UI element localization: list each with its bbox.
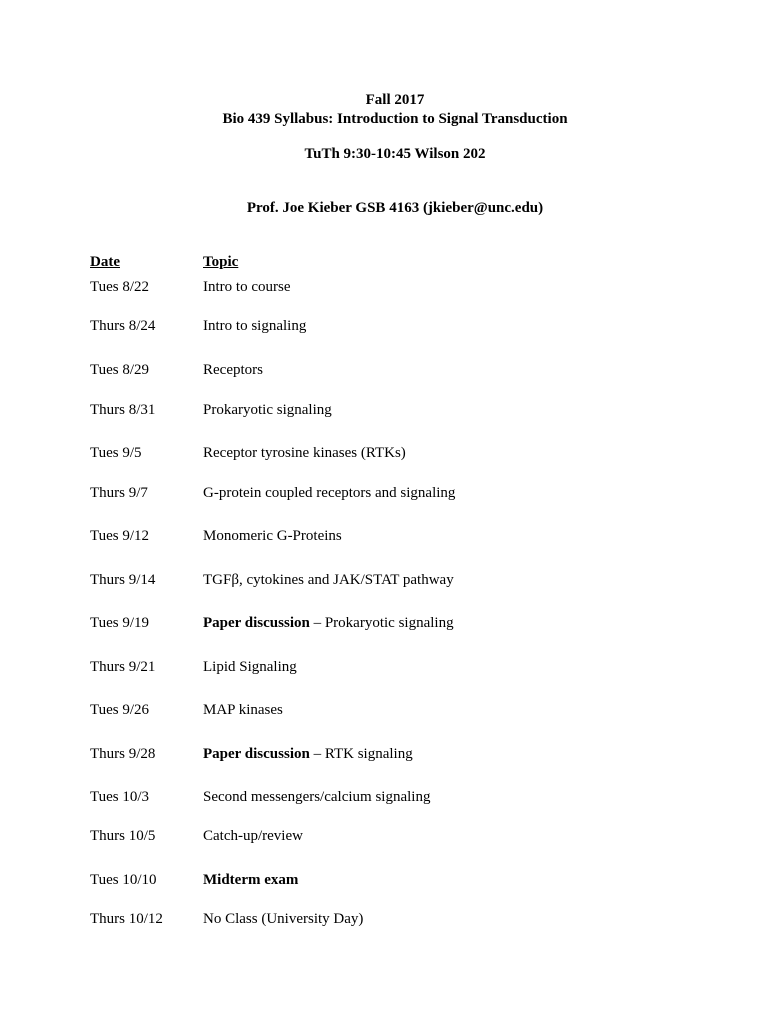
column-header-topic: Topic — [203, 254, 239, 270]
table-row — [0, 615, 768, 635]
row-topic-text: TGFβ, cytokines and JAK/STAT pathway — [203, 572, 454, 588]
table-row — [0, 572, 768, 592]
table-row — [0, 318, 768, 338]
table-row — [0, 828, 768, 848]
table-row — [0, 911, 768, 931]
row-topic — [203, 702, 283, 719]
row-date: Thurs 9/14 — [90, 572, 156, 588]
table-row — [0, 445, 768, 465]
row-topic — [203, 528, 342, 545]
row-topic-bold: Paper discussion — [203, 746, 310, 762]
row-topic-text: Monomeric G-Proteins — [203, 528, 342, 544]
row-topic-text: MAP kinases — [203, 702, 283, 718]
row-topic-text: – Prokaryotic signaling — [309, 615, 454, 631]
row-topic-text: Receptor tyrosine kinases (RTKs) — [203, 445, 406, 461]
row-date: Tues 9/12 — [90, 528, 150, 544]
table-row — [0, 702, 768, 722]
table-row — [0, 746, 768, 766]
table-row — [0, 362, 768, 382]
row-topic-text: No Class (University Day) — [203, 911, 364, 927]
row-topic — [203, 911, 363, 928]
row-date: Thurs 9/28 — [90, 746, 156, 762]
row-date: Thurs 10/12 — [90, 911, 163, 927]
row-topic — [203, 659, 297, 676]
row-topic-text: Receptors — [203, 362, 263, 378]
row-topic — [203, 746, 413, 763]
row-date: Thurs 9/7 — [90, 485, 148, 501]
row-date: Tues 8/22 — [90, 279, 150, 295]
course-title: Bio 439 Syllabus: Introduction to Signal Transduction — [222, 111, 568, 127]
table-row — [0, 485, 768, 505]
row-date: Thurs 9/21 — [90, 659, 156, 675]
row-topic — [203, 318, 306, 335]
table-row — [0, 872, 768, 892]
row-topic-bold: Paper discussion — [203, 615, 310, 631]
table-row — [0, 279, 768, 299]
row-date: Tues 10/10 — [90, 872, 157, 888]
class-schedule: TuTh 9:30-10:45 Wilson 202 — [304, 146, 486, 162]
row-topic-text: Second messengers/calcium signaling — [203, 789, 431, 805]
column-header-date: Date — [90, 254, 120, 270]
row-topic-text: Intro to course — [203, 279, 291, 295]
row-topic — [203, 279, 290, 296]
term-heading: Fall 2017 — [365, 92, 425, 108]
table-row — [0, 789, 768, 809]
row-date: Thurs 8/24 — [90, 318, 156, 334]
row-date: Tues 9/5 — [90, 445, 142, 461]
table-row — [0, 402, 768, 422]
row-date: Tues 9/26 — [90, 702, 150, 718]
row-date: Tues 8/29 — [90, 362, 150, 378]
row-date: Thurs 10/5 — [90, 828, 156, 844]
row-topic — [203, 789, 430, 806]
row-date: Thurs 8/31 — [90, 402, 156, 418]
row-topic — [203, 445, 406, 462]
row-topic-text: Intro to signaling — [203, 318, 307, 334]
row-topic-bold: Midterm exam — [203, 872, 299, 888]
row-topic-text: Prokaryotic signaling — [203, 402, 332, 418]
row-topic-text: Catch-up/review — [203, 828, 303, 844]
row-topic — [203, 615, 454, 632]
instructor-info: Prof. Joe Kieber GSB 4163 (jkieber@unc.edu) — [246, 200, 544, 216]
row-topic-text: Lipid Signaling — [203, 659, 297, 675]
row-topic — [203, 872, 298, 889]
row-topic-text: – RTK signaling — [309, 746, 413, 762]
row-topic — [203, 572, 454, 589]
table-row — [0, 528, 768, 548]
row-date: Tues 10/3 — [90, 789, 150, 805]
row-topic — [203, 485, 455, 502]
row-topic — [203, 402, 332, 419]
table-row — [0, 659, 768, 679]
row-topic — [203, 362, 263, 379]
row-topic-text: G-protein coupled receptors and signaling — [203, 485, 456, 501]
row-topic — [203, 828, 303, 845]
row-date: Tues 9/19 — [90, 615, 150, 631]
